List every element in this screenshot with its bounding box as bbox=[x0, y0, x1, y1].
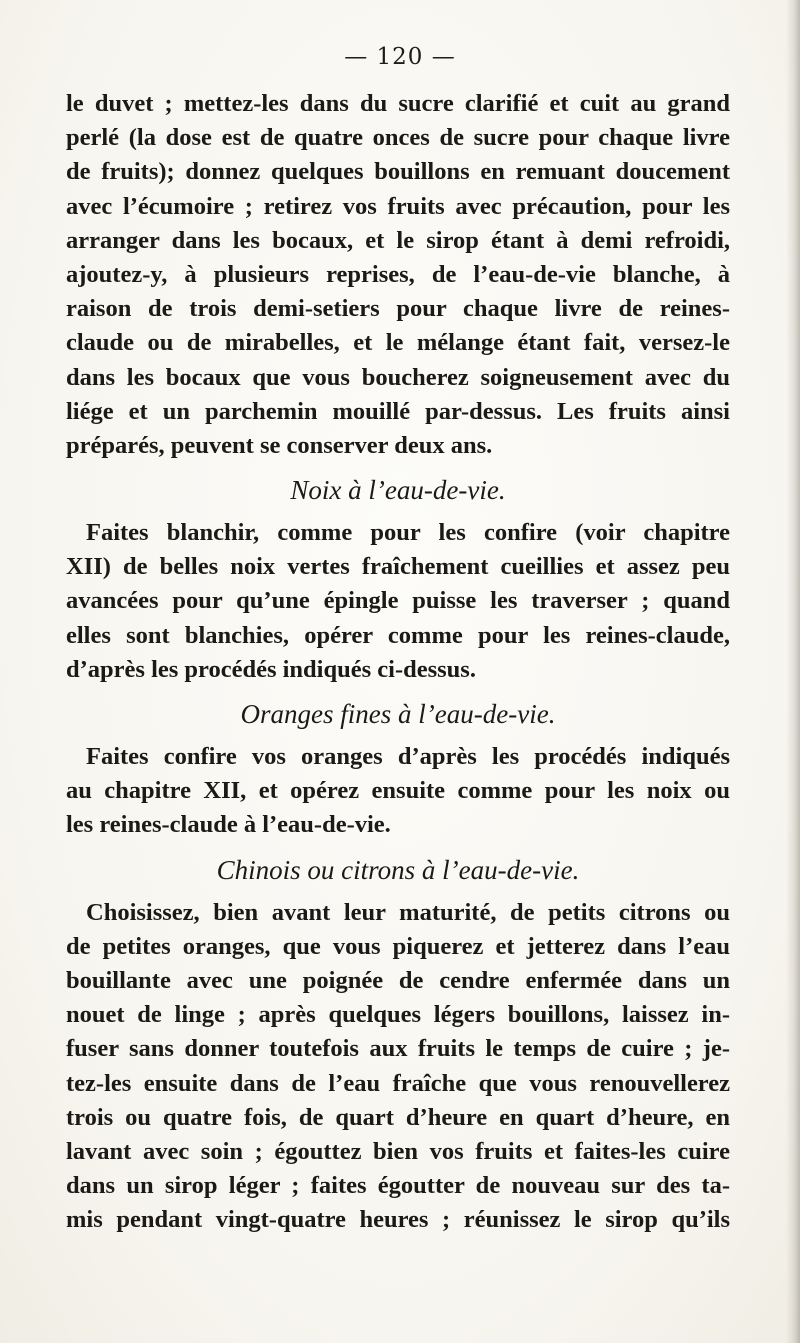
text-line: d’après les procédés indiqués ci-dessus. bbox=[66, 655, 476, 683]
text-line: elles sont blanchies, opérer comme pour les reines-claude, bbox=[66, 621, 730, 649]
text-line: les reines-claude à l’eau-de-vie. bbox=[66, 811, 391, 839]
text-line: Faites confire vos oranges d’après les procédés indiqués bbox=[86, 743, 730, 770]
text-line: tez-les ensuite dans de l’eau fraîche que vous renouvellerez bbox=[66, 1069, 730, 1097]
text-line: lavant avec soin ; égouttez bien vos fruits et faites-les cuire bbox=[66, 1137, 730, 1165]
text-line: dans les bocaux que vous boucherez soigneusement avec du bbox=[66, 363, 730, 391]
text-line: de fruits); donnez quelques bouillons en remuant doucement bbox=[66, 158, 730, 186]
section-heading-noix: Noix à l’eau-de-vie. bbox=[290, 475, 506, 506]
text-line: liége et un parchemin mouillé par-dessus. Les fruits ainsi bbox=[66, 397, 730, 425]
text-line: perlé (la dose est de quatre onces de sucre pour chaque livre bbox=[66, 124, 730, 152]
page-number: — 120 — bbox=[344, 44, 456, 70]
text-line: XII) de belles noix vertes fraîchement cueillies et assez peu bbox=[66, 553, 730, 581]
text-line: bouillante avec une poignée de cendre enfermée dans un bbox=[66, 966, 730, 994]
text-line: mis pendant vingt-quatre heures ; réunissez le sirop qu’ils bbox=[66, 1206, 730, 1234]
paragraph-continued bbox=[66, 87, 730, 463]
text-line: dans un sirop léger ; faites égoutter de nouveau sur des ta- bbox=[66, 1172, 730, 1200]
text-line: de petites oranges, que vous piquerez et jetterez dans l’eau bbox=[66, 932, 730, 960]
page-edge-shadow bbox=[786, 0, 800, 1343]
section-heading-chinois: Chinois ou citrons à l’eau-de-vie. bbox=[216, 854, 580, 885]
text-line: le duvet ; mettez-les dans du sucre clarifié et cuit au grand bbox=[66, 90, 730, 117]
text-line: claude ou de mirabelles, et le mélange étant fait, versez-le bbox=[66, 329, 730, 357]
text-line: trois ou quatre fois, de quart d’heure en quart d’heure, en bbox=[66, 1103, 730, 1131]
section-noix bbox=[66, 467, 730, 687]
section-heading-oranges: Oranges fines à l’eau-de-vie. bbox=[240, 699, 556, 729]
text-line: préparés, peuvent se conserver deux ans. bbox=[66, 431, 493, 459]
section-chinois bbox=[66, 847, 730, 1238]
text-line: avec l’écumoire ; retirez vos fruits avec précaution, pour les bbox=[66, 192, 730, 220]
section-oranges bbox=[66, 691, 730, 843]
text-line: Faites blanchir, comme pour les confire (voir chapitre bbox=[86, 519, 730, 547]
text-line: au chapitre XII, et opérez ensuite comme pour les noix ou bbox=[66, 777, 730, 805]
text-line: nouet de linge ; après quelques légers bouillons, laissez in- bbox=[66, 1001, 730, 1029]
text-line: avancées pour qu’une épingle puisse les traverser ; quand bbox=[66, 587, 730, 615]
text-line: fuser sans donner toutefois aux fruits le temps de cuire ; je- bbox=[66, 1035, 730, 1063]
text-line: ajoutez-y, à plusieurs reprises, de l’eau-de-vie blanche, à bbox=[66, 260, 730, 288]
text-line: arranger dans les bocaux, et le sirop étant à demi refroidi, bbox=[66, 226, 730, 254]
text-line: Choisissez, bien avant leur maturité, de petits citrons ou bbox=[86, 898, 730, 926]
page-body bbox=[66, 87, 730, 1237]
text-line: raison de trois demi-setiers pour chaque livre de reines- bbox=[66, 295, 730, 323]
